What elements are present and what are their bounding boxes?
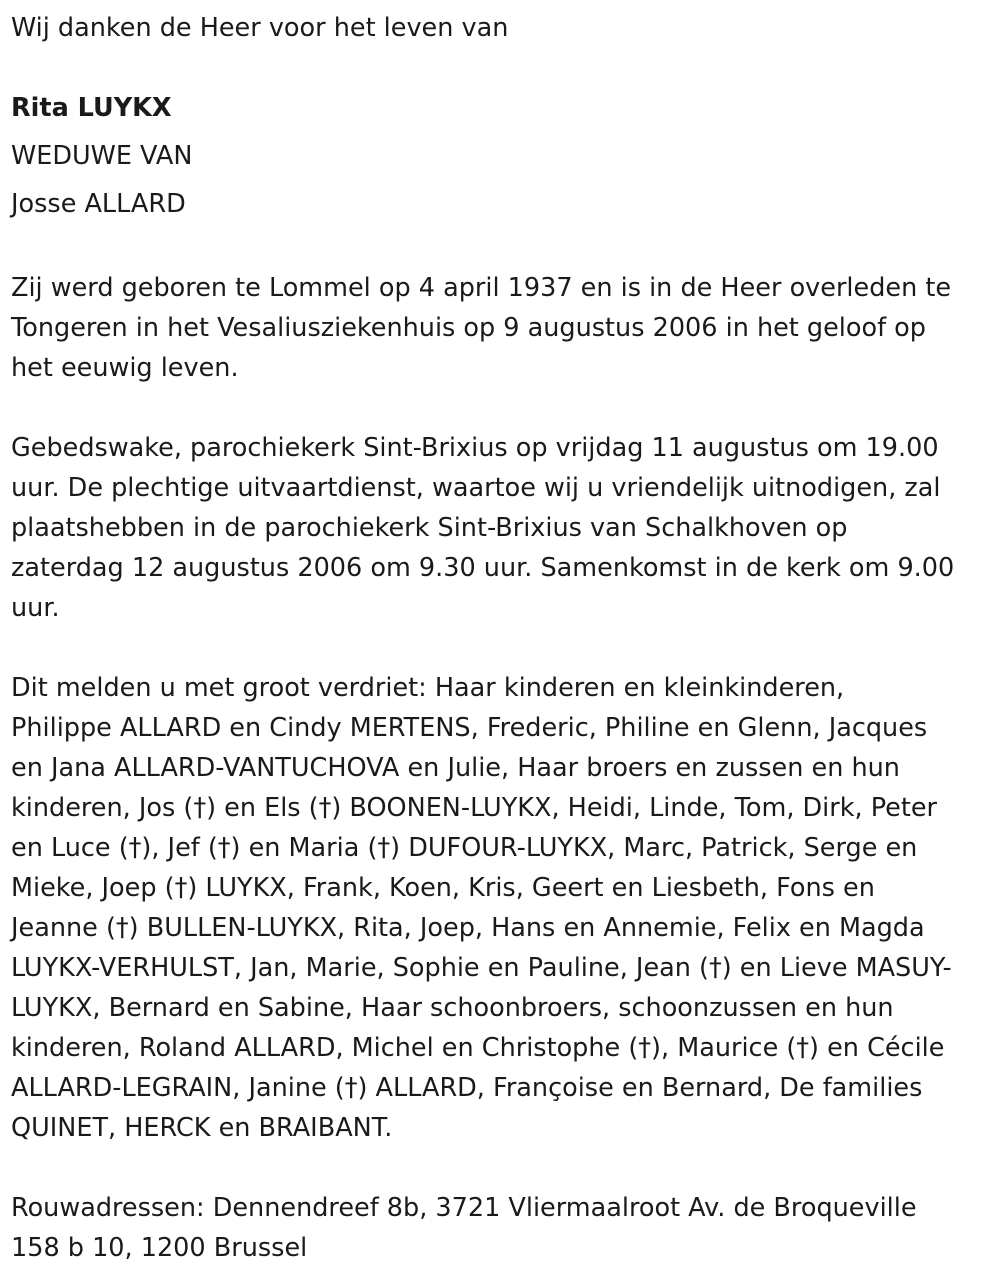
paragraph-line: uur. <box>11 593 60 623</box>
obituary-notice <box>11 4 996 1268</box>
paragraph-line: Tongeren in het Vesaliusziekenhuis op 9 augustus 2006 in het geloof op <box>11 313 926 343</box>
paragraph-line: plaatshebben in de parochiekerk Sint-Brixius van Schalkhoven op <box>11 513 848 543</box>
paragraph-line: Philippe ALLARD en Cindy MERTENS, Frederic, Philine en Glenn, Jacques <box>11 713 928 743</box>
paragraph-line: Rouwadressen: Dennendreef 8b, 3721 Vliermaalroot Av. de Broqueville <box>11 1193 917 1223</box>
intro-text: Wij danken de Heer voor het leven van <box>11 13 509 43</box>
relation-label: WEDUWE VAN <box>11 141 193 171</box>
paragraph-line: QUINET, HERCK en BRAIBANT. <box>11 1113 393 1143</box>
birth-death-paragraph <box>11 268 996 388</box>
paragraph-line: uur. De plechtige uitvaartdienst, waartoe wij u vriendelijk uitnodigen, zal <box>11 473 941 503</box>
paragraph-line: zaterdag 12 augustus 2006 om 9.30 uur. Samenkomst in de kerk om 9.00 <box>11 553 955 583</box>
paragraph-line: LUYKX-VERHULST, Jan, Marie, Sophie en Pauline, Jean (†) en Lieve MASUY- <box>11 953 952 983</box>
paragraph-line: het eeuwig leven. <box>11 353 239 383</box>
paragraph-line: Jeanne (†) BULLEN-LUYKX, Rita, Joep, Hans en Annemie, Felix en Magda <box>11 913 925 943</box>
paragraph-line: en Jana ALLARD-VANTUCHOVA en Julie, Haar broers en zussen en hun <box>11 753 900 783</box>
spouse-name: Josse ALLARD <box>11 189 186 219</box>
ceremony-paragraph <box>11 428 996 628</box>
paragraph-line: en Luce (†), Jef (†) en Maria (†) DUFOUR-LUYKX, Marc, Patrick, Serge en <box>11 833 918 863</box>
paragraph-line: LUYKX, Bernard en Sabine, Haar schoonbroers, schoonzussen en hun <box>11 993 894 1023</box>
paragraph-line: 158 b 10, 1200 Brussel <box>11 1233 308 1263</box>
paragraph-line: kinderen, Jos (†) en Els (†) BOONEN-LUYKX, Heidi, Linde, Tom, Dirk, Peter <box>11 793 938 823</box>
paragraph-line: Gebedswake, parochiekerk Sint-Brixius op vrijdag 11 augustus om 19.00 <box>11 433 939 463</box>
paragraph-line: Dit melden u met groot verdriet: Haar kinderen en kleinkinderen, <box>11 673 845 703</box>
address-paragraph <box>11 1188 996 1268</box>
deceased-name: Rita LUYKX <box>11 93 172 123</box>
paragraph-line: Zij werd geboren te Lommel op 4 april 1937 en is in de Heer overleden te <box>11 273 952 303</box>
paragraph-line: ALLARD-LEGRAIN, Janine (†) ALLARD, Françoise en Bernard, De families <box>11 1073 923 1103</box>
paragraph-line: Mieke, Joep (†) LUYKX, Frank, Koen, Kris, Geert en Liesbeth, Fons en <box>11 873 875 903</box>
paragraph-line: kinderen, Roland ALLARD, Michel en Christophe (†), Maurice (†) en Cécile <box>11 1033 945 1063</box>
family-paragraph <box>11 668 996 1148</box>
